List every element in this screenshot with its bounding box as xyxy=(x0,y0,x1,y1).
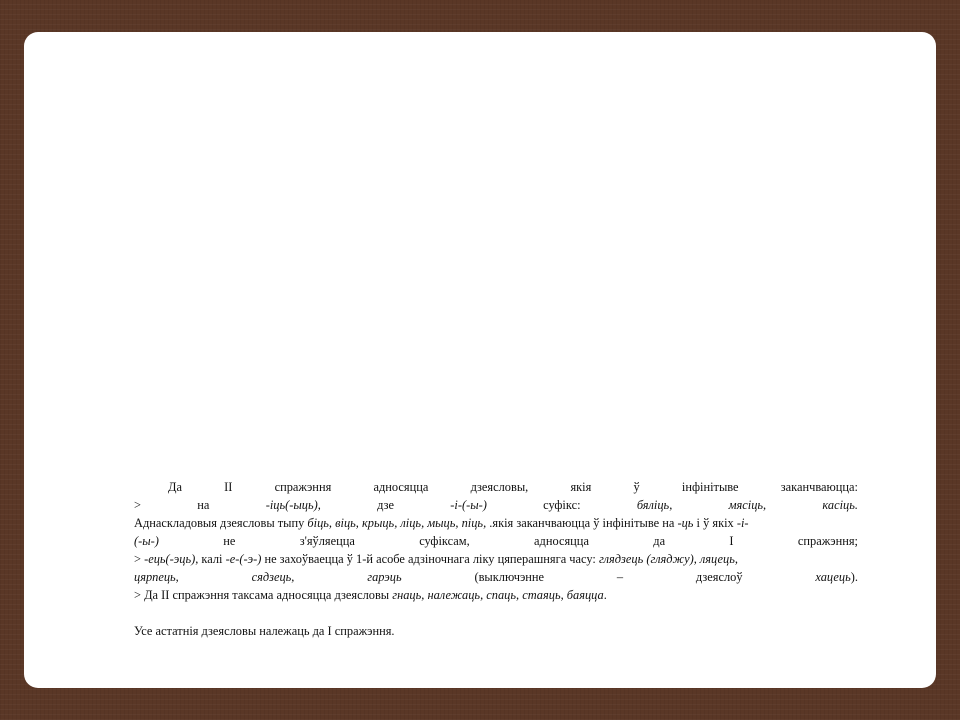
text-line-3: Аднаскладовыя дзеясловы тыпу біць, віць, крыць, ліць, мыць, піць, .якія заканчваюцца ў інфінітыве на -ць і ў якіх -і- xyxy=(134,516,749,530)
slide-text xyxy=(134,478,858,640)
text-line-1: Да II спражэння адносяцца дзеясловы, якія ў інфінітыве заканчваюцца: xyxy=(168,480,858,494)
footer-line: Усе астатнія дзеясловы належаць да I спражэння. xyxy=(134,624,395,638)
paragraph-gap xyxy=(134,604,858,622)
text-line-2: > на -іць(-ыць), дзе -і-(-ы-) суфікс: бяліць, мясіць, касіць. xyxy=(134,498,858,512)
text-line-4: (-ы-) не з'яўляецца суфіксам, адносяцца да I спражэння; xyxy=(134,534,858,548)
text-line-6: цярпець, сядзець, гарэць (выключэнне – дзеяслоў хацець). xyxy=(134,570,858,584)
text-line-5: > -ець(-эць), калі -е-(-э-) не захоўваецца ў 1-й асобе адзіночнага ліку цяперашняга часу: глядзець (гляджу), ляцець, xyxy=(134,552,738,566)
text-line-7: > Да II спражэння таксама адносяцца дзеясловы гнаць, належаць, спаць, стаяць, баяцца. xyxy=(134,588,607,602)
